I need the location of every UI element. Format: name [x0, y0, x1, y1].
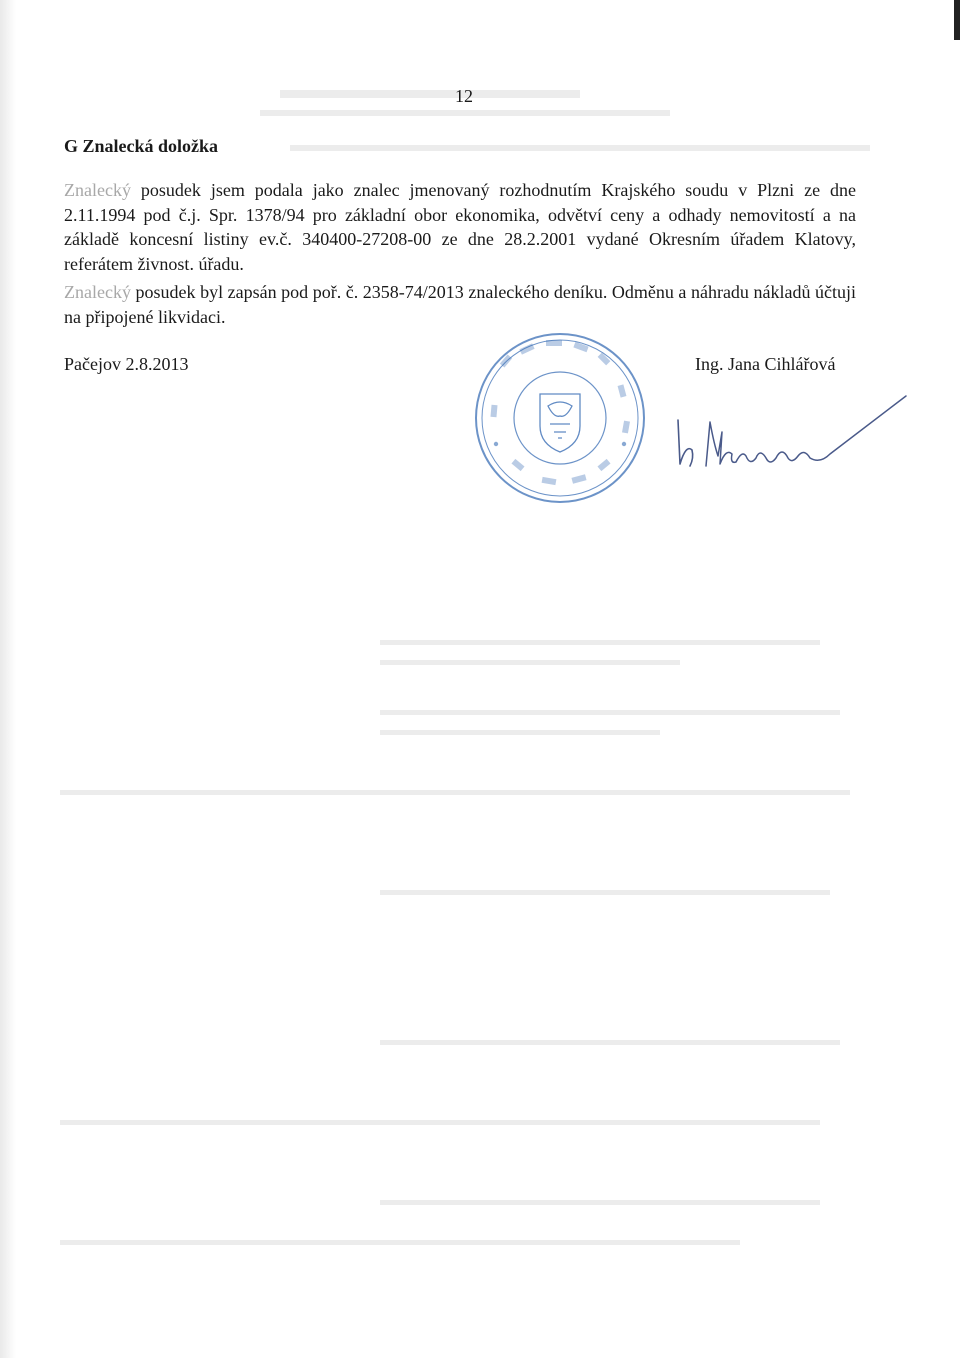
paragraph-lead-word: Znalecký: [64, 282, 131, 302]
paragraph-text: posudek jsem podala jako znalec jmenovaný rozhodnutím Krajského soudu v Plzni ze dne 2.11.1994 pod č.j. Spr. 1378/94 pro základní obor ekonomika, odvětví ceny a odhady nemovitostí a na základě koncesní listiny ev.č. 340400-27208-00 ze dne 28.2.2001 vydané Okresním úřadem Klatovy, referátem živnost. úřadu.: [64, 180, 856, 274]
signer-name: Ing. Jana Cihlářová: [695, 354, 836, 374]
official-stamp: [470, 328, 650, 508]
paragraph-registration: [64, 280, 856, 329]
handwritten-signature: [670, 392, 910, 472]
page-number: 12: [455, 86, 473, 106]
paragraph-appointment: [64, 178, 856, 276]
place-date: Pačejov 2.8.2013: [64, 354, 189, 374]
coat-of-arms-icon: [540, 394, 580, 452]
paragraph-lead-word: Znalecký: [64, 180, 131, 200]
section-title: G Znalecká doložka: [64, 136, 219, 156]
paragraph-text: posudek byl zapsán pod poř. č. 2358-74/2013 znaleckého deníku. Odměnu a náhradu nákladů účtuji na připojené likvidaci.: [64, 282, 857, 327]
